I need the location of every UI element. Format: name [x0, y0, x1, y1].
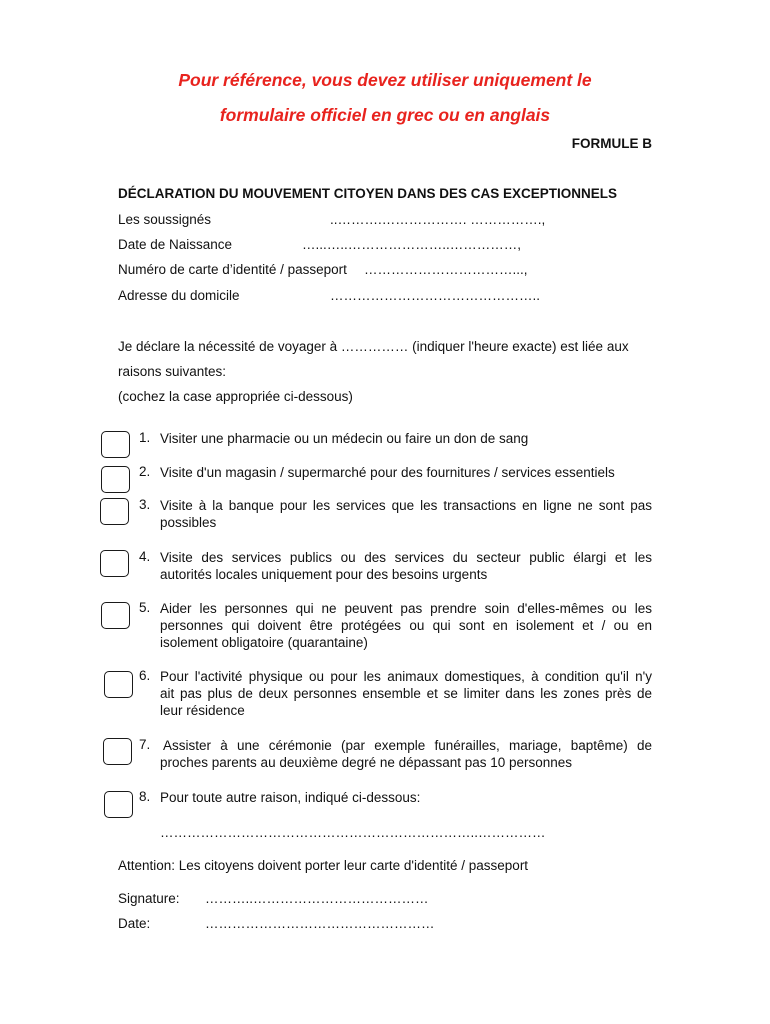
reason-4-checkbox[interactable]: [100, 550, 129, 577]
checkbox-instruction: (cochez la case appropriée ci-dessous): [118, 389, 353, 404]
intro-line-1: Je déclare la nécessité de voyager à …………… (indiquer l'heure exacte) est liée aux: [118, 339, 629, 354]
field-label-id-number: Numéro de carte d’identité / passeport: [118, 262, 347, 277]
reason-3-line-2: possibles: [160, 515, 217, 530]
intro-line-2: raisons suivantes:: [118, 364, 227, 379]
reason-5-line-3: isolement obligatoire (quarantaine): [160, 635, 368, 650]
reason-4-number: 4.: [139, 549, 151, 564]
reason-7-line-1: Assister à une cérémonie (par exemple funérailles, mariage, baptême) de: [163, 738, 652, 753]
reason-6-line-2: ait pas plus de deux personnes ensemble et se limiter dans les zones près de: [160, 686, 652, 701]
reason-2-text: [160, 464, 652, 481]
reason-8-number: 8.: [139, 789, 151, 804]
signature-label: Signature:: [118, 891, 180, 906]
reason-7-line-2: proches parents au deuxième degré ne dépassant pas 10 personnes: [160, 755, 573, 770]
reason-8-checkbox[interactable]: [104, 791, 133, 818]
reason-6-checkbox[interactable]: [104, 671, 133, 698]
reason-5-text: [160, 600, 652, 651]
date-field[interactable]: ……………………………………………: [205, 916, 435, 931]
field-birthdate[interactable]: …...…..…………………..……………,: [302, 237, 522, 252]
reason-1-line-1: Visiter une pharmacie ou un médecin ou faire un don de sang: [160, 431, 529, 446]
reason-3-number: 3.: [139, 497, 151, 512]
field-label-undersigned: Les soussignés: [118, 212, 212, 227]
reason-3-text: [160, 497, 652, 531]
reason-1-number: 1.: [139, 430, 151, 445]
reason-7-text: [160, 737, 652, 771]
reason-4-line-2: autorités locales uniquement pour des besoins urgents: [160, 567, 488, 582]
reason-4-line-1: Visite des services publics ou des services du secteur public élargi et les: [160, 550, 652, 565]
reason-6-line-1: Pour l'activité physique ou pour les animaux domestiques, à condition qu'il n'y: [160, 669, 652, 684]
field-label-address: Adresse du domicile: [118, 288, 240, 303]
reference-notice-line1: Pour référence, vous devez utiliser uniquement le: [178, 70, 592, 90]
declaration-title: DÉCLARATION DU MOUVEMENT CITOYEN DANS DES CAS EXCEPTIONNELS: [118, 186, 618, 201]
attention-note: Attention: Les citoyens doivent porter leur carte d'identité / passeport: [118, 858, 529, 873]
form-type-label: FORMULE B: [571, 136, 652, 151]
reason-7-checkbox[interactable]: [103, 738, 132, 765]
other-reason-field[interactable]: ……………………………………………………………..……………: [160, 825, 546, 840]
reason-7-number: 7.: [139, 737, 151, 752]
reason-6-number: 6.: [139, 668, 151, 683]
date-label: Date:: [118, 916, 151, 931]
reason-2-number: 2.: [139, 464, 151, 479]
reason-5-checkbox[interactable]: [101, 602, 130, 629]
field-address[interactable]: ………………………………………..: [330, 288, 541, 303]
field-label-birthdate: Date de Naissance: [118, 237, 233, 252]
reason-1-text: [160, 430, 652, 447]
field-id-number[interactable]: ……………………………...,: [364, 262, 528, 277]
reason-3-checkbox[interactable]: [100, 498, 129, 525]
reference-notice-line2: formulaire officiel en grec ou en anglais: [219, 105, 551, 125]
reason-5-number: 5.: [139, 600, 151, 615]
reason-5-line-2: personnes qui doivent être protégées ou qui sont en isolement et / ou en: [160, 618, 652, 633]
reason-4-text: [160, 549, 652, 583]
reason-1-checkbox[interactable]: [101, 431, 130, 458]
reason-6-text: [160, 668, 652, 719]
reason-6-line-3: leur résidence: [160, 703, 245, 718]
reason-3-line-1: Visite à la banque pour les services que les transactions en ligne ne sont pas: [160, 498, 652, 513]
reason-8-line-1: Pour toute autre raison, indiqué ci-dessous:: [160, 790, 421, 805]
reason-8-text: [160, 789, 652, 806]
reason-5-line-1: Aider les personnes qui ne peuvent pas prendre soin d'elles-mêmes ou les: [160, 601, 652, 616]
field-undersigned[interactable]: ..……….………………. …………….,: [330, 212, 546, 227]
signature-field[interactable]: ………..…………………………………: [205, 891, 429, 906]
reason-2-line-1: Visite d'un magasin / supermarché pour des fournitures / services essentiels: [160, 465, 615, 480]
reason-2-checkbox[interactable]: [101, 466, 130, 493]
